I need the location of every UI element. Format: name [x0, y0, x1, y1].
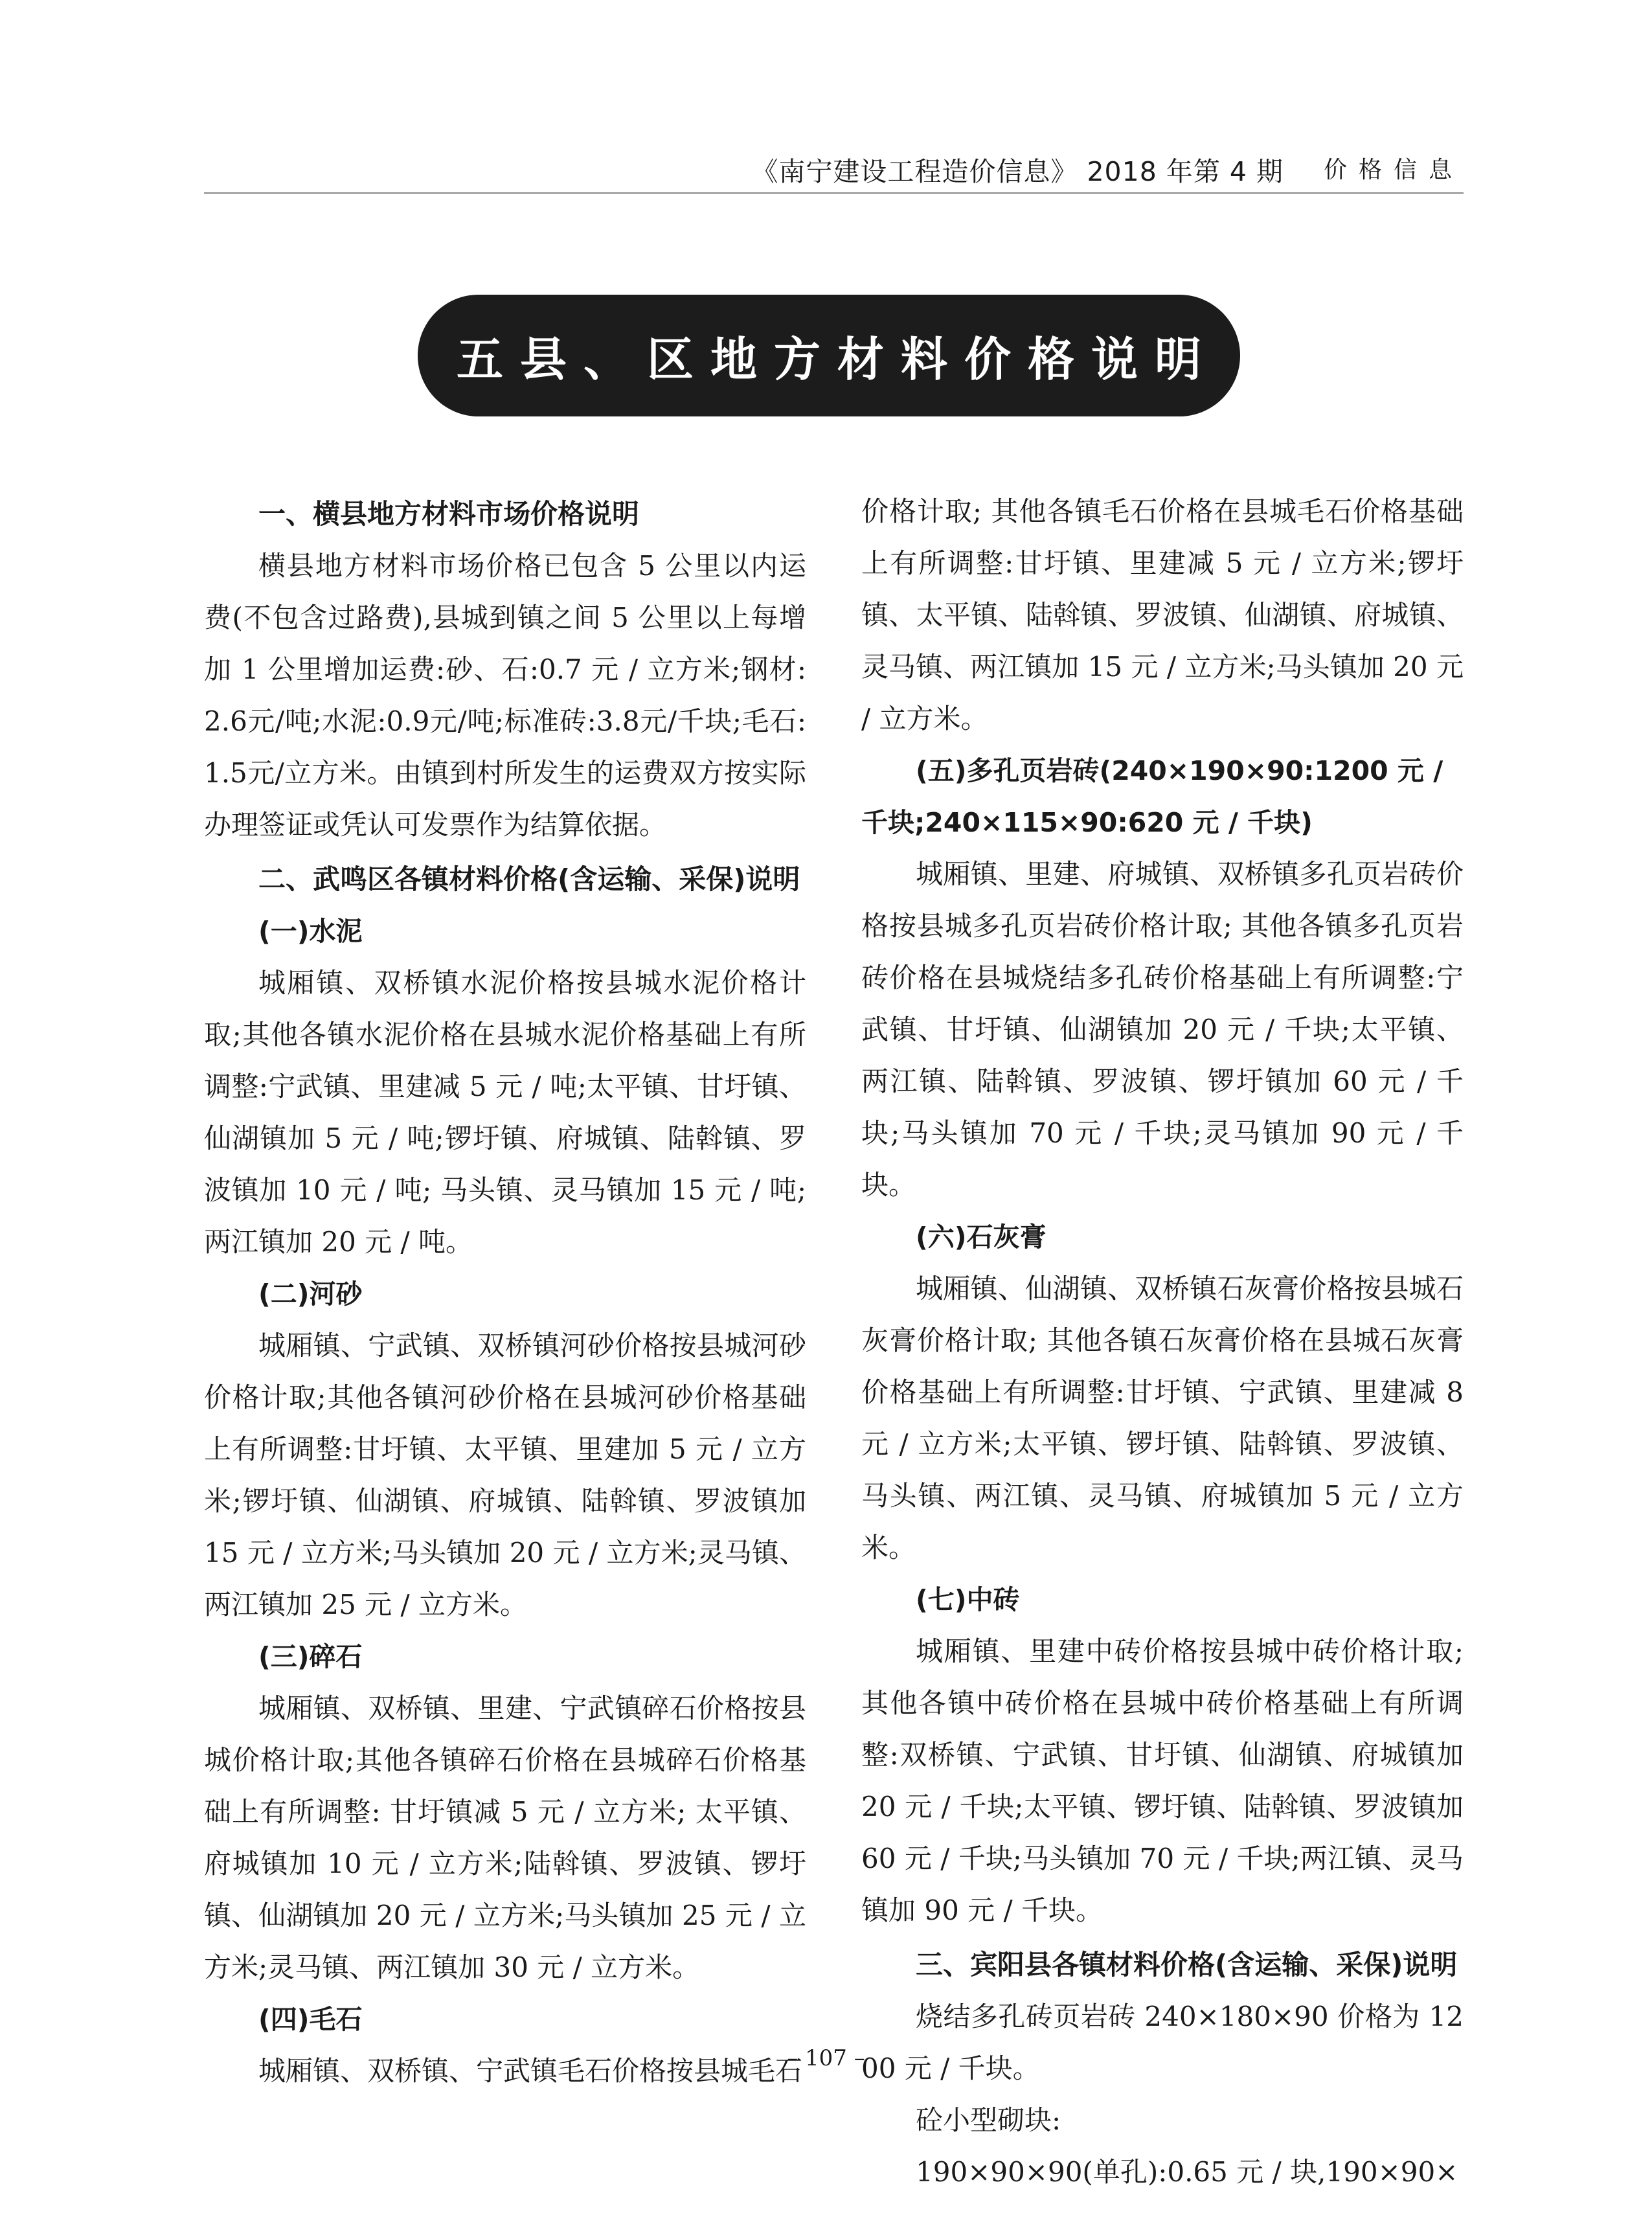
- lime-paste-paragraph: 城厢镇、仙湖镇、双桥镇石灰膏价格按县城石灰膏价格计取; 其他各镇石灰膏价格在县城石灰膏价格基础上有所调整:甘圩镇、宁武镇、里建减 8 元 / 立方米;太平镇、锣圩镇、陆斡镇、罗波镇、马头镇、两江镇、灵马镇、府城镇加 5 元 / 立方米。: [861, 1273, 1464, 1563]
- medium-brick-paragraph: 城厢镇、里建中砖价格按县城中砖价格计取;其他各镇中砖价格在县城中砖价格基础上有所调整:双桥镇、宁武镇、甘圩镇、仙湖镇、府城镇加 20 元 / 千块;太平镇、锣圩镇、陆斡镇、罗波镇加 60 元 / 千块;马头镇加 70 元 / 千块;两江镇、灵马镇加 90 元 / 千块。: [861, 1635, 1464, 1926]
- subheading-rubble: (四)毛石: [258, 2004, 363, 2035]
- rubble-paragraph: 城厢镇、双桥镇、宁武镇毛石价格按县城毛石: [258, 2055, 803, 2087]
- title-banner: [418, 295, 1240, 416]
- section-3-paragraph-1: 烧结多孔砖页岩砖 240×180×90 价格为 1200 元 / 千块。: [861, 2001, 1464, 2084]
- section-3-paragraph-2: 砼小型砌块:: [916, 2104, 1061, 2136]
- gravel-paragraph: 城厢镇、双桥镇、里建、宁武镇碎石价格按县城价格计取;其他各镇碎石价格在县城碎石价格基础上有所调整: 甘圩镇减 5 元 / 立方米; 太平镇、府城镇加 10 元 / 立方米;陆斡镇、罗波镇、锣圩镇、仙湖镇加 20 元 / 立方米;马头镇加 25 元 / 立方米;灵马镇、两江镇加 30 元 / 立方米。: [204, 1692, 806, 1983]
- page-title: 五县、区地方材料价格说明: [456, 332, 1218, 387]
- rubble-paragraph-continued: 价格计取; 其他各镇毛石价格在县城毛石价格基础上有所调整:甘圩镇、里建减 5 元 / 立方米;锣圩镇、太平镇、陆斡镇、罗波镇、仙湖镇、府城镇、灵马镇、两江镇加 15 元 / 立方米;马头镇加 20 元 / 立方米。: [861, 495, 1464, 734]
- cement-paragraph: 城厢镇、双桥镇水泥价格按县城水泥价格计取;其他各镇水泥价格在县城水泥价格基础上有所调整:宁武镇、里建减 5 元 / 吨;太平镇、甘圩镇、仙湖镇加 5 元 / 吨;锣圩镇、府城镇、陆斡镇、罗波镇加 10 元 / 吨; 马头镇、灵马镇加 15 元 / 吨;两江镇加 20 元 / 吨。: [204, 967, 806, 1258]
- journal-title: 《南宁建设工程造价信息》 2018 年第 4 期: [751, 156, 1284, 187]
- subheading-shale-brick: (五)多孔页岩砖(240×190×90:1200 元 / 千块;240×115×90:620 元 / 千块): [861, 755, 1443, 838]
- section-label: 价格信息: [1323, 157, 1464, 183]
- river-sand-paragraph: 城厢镇、宁武镇、双桥镇河砂价格按县城河砂价格计取;其他各镇河砂价格在县城河砂价格基础上有所调整:甘圩镇、太平镇、里建加 5 元 / 立方米;锣圩镇、仙湖镇、府城镇、陆斡镇、罗波镇加 15 元 / 立方米;马头镇加 20 元 / 立方米;灵马镇、两江镇加 25 元 / 立方米。: [204, 1330, 806, 1620]
- subheading-lime-paste: (六)石灰膏: [916, 1221, 1047, 1253]
- right-column: [861, 486, 1464, 2198]
- subheading-gravel: (三)碎石: [258, 1641, 363, 1672]
- section-3-paragraph-3: 190×90×90(单孔):0.65 元 / 块,190×90×: [916, 2156, 1458, 2188]
- page-number: – 107 –: [787, 2045, 865, 2071]
- shale-brick-paragraph: 城厢镇、里建、府城镇、双桥镇多孔页岩砖价格按县城多孔页岩砖价格计取; 其他各镇多孔页岩砖价格在县城烧结多孔砖价格基础上有所调整:宁武镇、甘圩镇、仙湖镇加 20 元 / 千块;太平镇、两江镇、陆斡镇、罗波镇、锣圩镇加 60 元 / 千块;马头镇加 70 元 / 千块;灵马镇加 90 元 / 千块。: [861, 858, 1464, 1201]
- section-heading-2: 二、武鸣区各镇材料价格(含运输、采保)说明: [258, 863, 800, 895]
- left-column: [204, 486, 806, 2097]
- subheading-river-sand: (二)河砂: [258, 1278, 363, 1310]
- section-heading-1: 一、横县地方材料市场价格说明: [258, 498, 640, 530]
- page-header: [204, 148, 1464, 196]
- section-1-paragraph: 横县地方材料市场价格已包含 5 公里以内运费(不包含过路费),县城到镇之间 5 公里以上每增加 1 公里增加运费:砂、石:0.7 元 / 立方米;钢材:2.6元/吨;水泥:0.9元/吨;标准砖:3.8元/千块;毛石:1.5元/立方米。由镇到村所发生的运费双方按实际办理签证或凭认可发票作为结算依据。: [204, 550, 806, 841]
- subheading-medium-brick: (七)中砖: [916, 1584, 1020, 1615]
- subheading-cement: (一)水泥: [258, 916, 363, 947]
- section-heading-3: 三、宾阳县各镇材料价格(含运输、采保)说明: [916, 1949, 1458, 1981]
- header-divider: [204, 192, 1464, 194]
